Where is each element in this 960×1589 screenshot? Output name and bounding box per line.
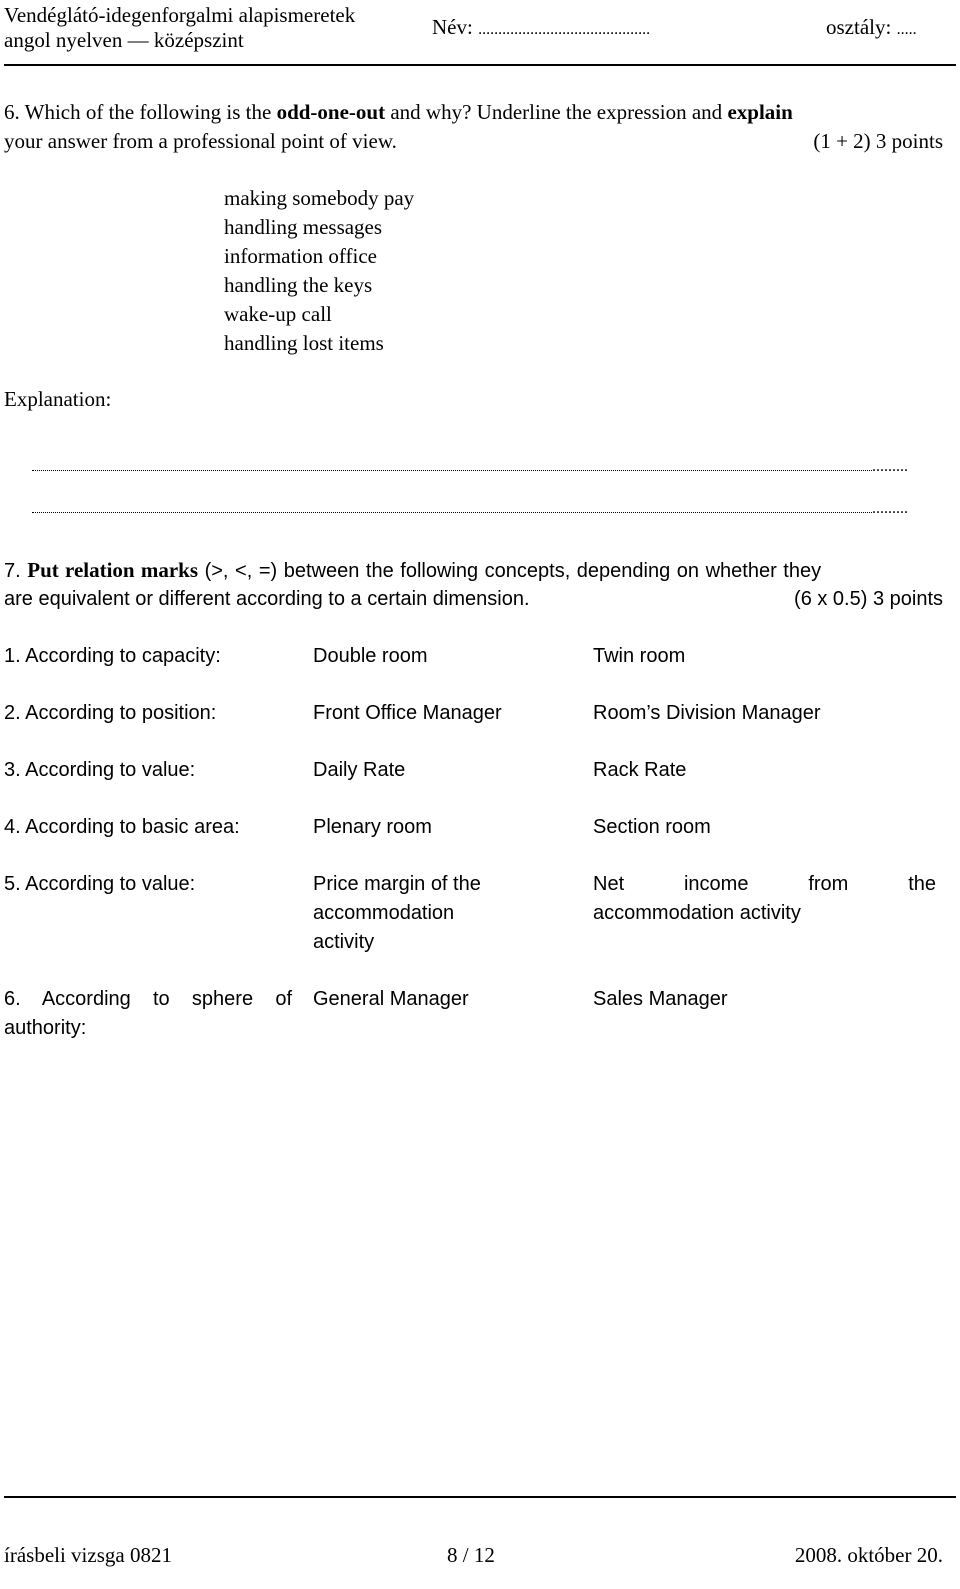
q7-criterion: 4. According to basic area: [4, 816, 240, 838]
q6-bold-odd-one-out: odd-one-out [276, 100, 386, 124]
answer-line-end: ......... [872, 500, 908, 517]
q6-item[interactable]: making somebody pay [224, 186, 415, 210]
q6-item-list [224, 184, 414, 358]
q6-item[interactable]: handling the keys [224, 273, 373, 297]
q6-text-b: and why? Underline the expression and [385, 100, 728, 124]
answer-dotted-line [32, 512, 872, 513]
q6-prompt-line2: your answer from a professional point of view. [4, 129, 397, 153]
header-subject-line2: angol nyelven — középszint [4, 28, 244, 52]
q7-right-concept: Twin room [593, 645, 686, 667]
q7-criterion: 5. According to value: [4, 873, 196, 895]
q7-right-concept: Rack Rate [593, 759, 687, 781]
header-class-field [826, 13, 917, 44]
q6-prompt-line1 [4, 98, 793, 127]
footer-rule [4, 1496, 956, 1498]
q7-left-concept-line: accommodation [313, 902, 455, 924]
q7-number: 7. [4, 560, 21, 582]
header-rule [4, 64, 956, 66]
q7-criterion: 1. According to capacity: [4, 645, 221, 667]
header-name-field [432, 13, 650, 44]
q7-left-concept-line: Price margin of the [313, 873, 481, 895]
q7-left-concept: Front Office Manager [313, 702, 502, 724]
q7-criterion-line: 6. According to sphere of [4, 988, 292, 1010]
answer-line-end: ......... [872, 458, 908, 475]
q7-left-concept: General Manager [313, 988, 469, 1010]
name-dots: ........................................... [478, 21, 651, 38]
q7-points: (6 x 0.5) 3 points [794, 588, 943, 610]
q6-item[interactable]: wake-up call [224, 302, 332, 326]
q7-right-concept: Room’s Division Manager [593, 702, 821, 724]
q7-left-concept: Daily Rate [313, 759, 406, 781]
q6-explanation-label: Explanation: [4, 387, 112, 411]
q6-item[interactable]: information office [224, 244, 377, 268]
q7-prompt-line2: are equivalent or different according to a certain dimension. [4, 588, 530, 610]
q7-left-concept: Double room [313, 645, 428, 667]
q7-criterion: 2. According to position: [4, 702, 217, 724]
q7-criterion [4, 985, 292, 1043]
q7-criterion-line: authority: [4, 1017, 87, 1039]
q7-left-concept-line: activity [313, 931, 375, 953]
q7-right-concept [593, 870, 936, 928]
footer-exam: írásbeli vizsga 0821 [4, 1543, 172, 1567]
name-label: Név: [432, 15, 473, 39]
footer-date: 2008. október 20. [794, 1543, 943, 1567]
q7-left-concept: Plenary room [313, 816, 432, 838]
q6-item[interactable]: handling messages [224, 215, 383, 239]
q7-right-concept-line: accommodation activity [593, 902, 801, 924]
q7-criterion: 3. According to value: [4, 759, 196, 781]
q7-right-concept: Section room [593, 816, 711, 838]
q6-bold-explain: explain [727, 100, 793, 124]
q6-text-a: Which of the following is the [24, 100, 277, 124]
q6-points: (1 + 2) 3 points [813, 129, 943, 153]
q7-text-a: (>, <, =) between the following concepts, depending on whether they [198, 560, 822, 582]
q7-bold-relation-marks: Put relation marks [27, 558, 199, 582]
header-subject-line1: Vendéglátó-idegenforgalmi alapismeretek [4, 3, 356, 27]
q6-number: 6. [4, 100, 20, 124]
q6-item[interactable]: handling lost items [224, 331, 384, 355]
footer-page-number: 8 / 12 [447, 1543, 495, 1567]
class-dots: ..... [896, 21, 917, 38]
q7-right-concept: Sales Manager [593, 988, 728, 1010]
answer-dotted-line [32, 470, 872, 471]
q7-right-concept-line: Net income from the [593, 873, 936, 895]
class-label: osztály: [826, 15, 892, 39]
q7-left-concept [313, 870, 481, 957]
q7-prompt-line1 [4, 556, 821, 586]
